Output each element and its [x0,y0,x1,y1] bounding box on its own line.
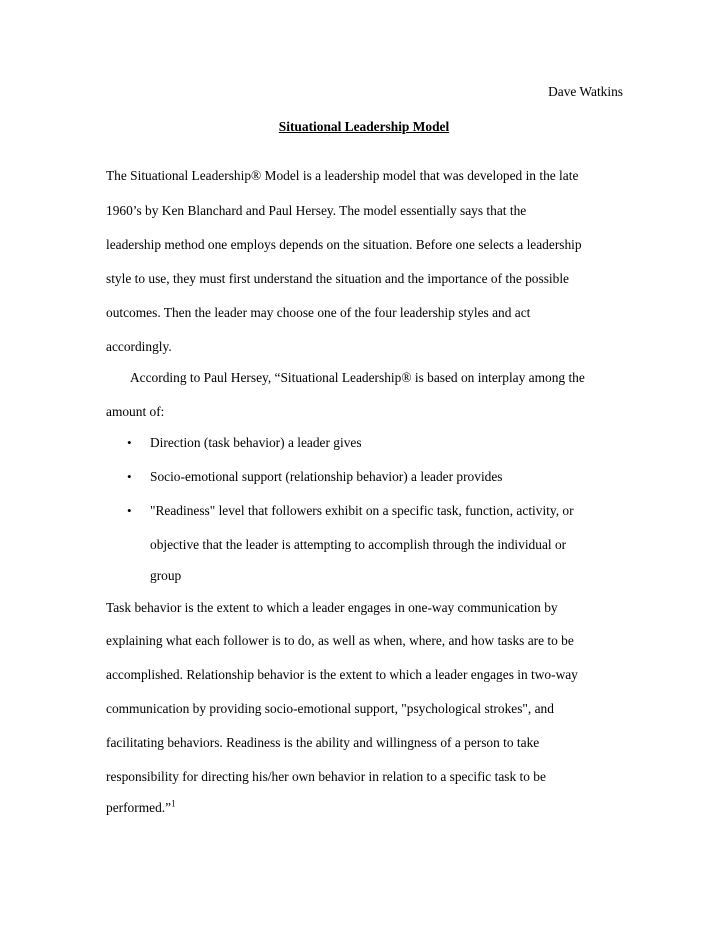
paragraph-3-line: communication by providing socio-emotional support, "psychological strokes", and [106,701,554,716]
paragraph-2-line: amount of: [106,404,165,419]
paragraph-3-line: Task behavior is the extent to which a leader engages in one-way communication by [106,600,558,615]
bullet-icon: • [127,469,132,484]
paragraph-3-line: responsibility for directing his/her own behavior in relation to a specific task to be [106,769,546,784]
paragraph-1-line: style to use, they must first understand the situation and the importance of the possible [106,271,570,286]
footnote-reference[interactable]: 1 [171,798,176,809]
bullet-item-text: "Readiness" level that followers exhibit on a specific task, function, activity, or [150,503,574,518]
paragraph-1-line: accordingly. [106,339,172,354]
paragraph-3-line: facilitating behaviors. Readiness is the ability and willingness of a person to take [106,735,540,750]
bullet-item-text: objective that the leader is attempting to accomplish through the individual or [150,537,567,552]
paragraph-1-line: leadership method one employs depends on the situation. Before one selects a leadership [106,237,582,252]
paragraph-1-line: outcomes. Then the leader may choose one of the four leadership styles and act [106,305,531,320]
paragraph-3-line: explaining what each follower is to do, as well as when, where, and how tasks are to be [106,633,574,648]
paragraph-3-line: accomplished. Relationship behavior is the extent to which a leader engages in two-way [106,667,578,682]
document-title: Situational Leadership Model [278,119,450,134]
bullet-icon: • [127,503,132,518]
bullet-item-text: Direction (task behavior) a leader gives [150,435,362,450]
paragraph-1-line: The Situational Leadership® Model is a leadership model that was developed in the late [106,168,579,183]
paragraph-2-line: According to Paul Hersey, “Situational Leadership® is based on interplay among the [130,370,585,385]
bullet-icon: • [127,435,132,450]
author-name: Dave Watkins [548,84,623,99]
bullet-item-text: Socio-emotional support (relationship behavior) a leader provides [150,469,503,484]
bullet-item-text: group [150,568,182,583]
paragraph-1-line: 1960’s by Ken Blanchard and Paul Hersey. The model essentially says that the [106,203,527,218]
paragraph-3-line-text: performed.” [106,800,172,815]
paragraph-3-last-line [106,800,176,816]
